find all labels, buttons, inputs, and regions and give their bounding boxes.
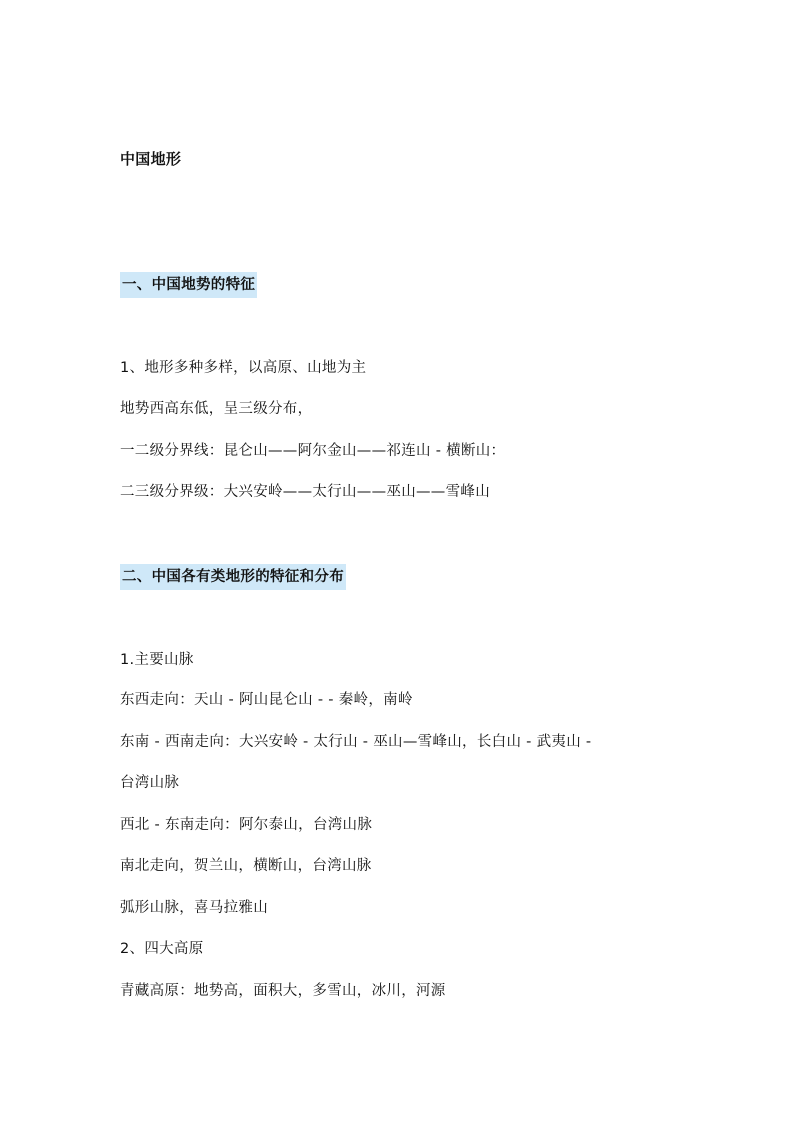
section-heading-2-text: 二、中国各有类地形的特征和分布 <box>120 564 346 590</box>
paragraph-line: 青藏高原：地势高，面积大，多雪山，冰川，河源 <box>120 983 446 999</box>
paragraph-line: 台湾山脉 <box>120 775 180 791</box>
paragraph-line: 东南 - 西南走向：大兴安岭 - 太行山 - 巫山—雪峰山，长白山 - 武夷山 - <box>120 734 592 750</box>
document-title: 中国地形 <box>120 150 182 168</box>
paragraph-line: 东西走向：天山 - 阿山昆仑山 - - 秦岭，南岭 <box>120 692 413 708</box>
section-heading-2 <box>118 564 348 590</box>
paragraph-line: 地势西高东低，呈三级分布， <box>120 401 313 417</box>
paragraph-line: 一二级分界线：昆仑山——阿尔金山——祁连山 - 横断山： <box>120 443 506 459</box>
paragraph-line: 西北 - 东南走向：阿尔泰山，台湾山脉 <box>120 817 373 833</box>
paragraph-line: 1、地形多种多样，以高原、山地为主 <box>120 360 367 376</box>
paragraph-line: 二三级分界级：大兴安岭——太行山——巫山——雪峰山 <box>120 484 490 500</box>
section-heading-1 <box>118 272 259 298</box>
paragraph-line: 2、四大高原 <box>120 941 204 957</box>
paragraph-line: 1.主要山脉 <box>120 652 194 668</box>
paragraph-line: 弧形山脉，喜马拉雅山 <box>120 900 268 916</box>
section-heading-1-text: 一、中国地势的特征 <box>120 272 257 298</box>
paragraph-line: 南北走向，贺兰山，横断山，台湾山脉 <box>120 858 372 874</box>
